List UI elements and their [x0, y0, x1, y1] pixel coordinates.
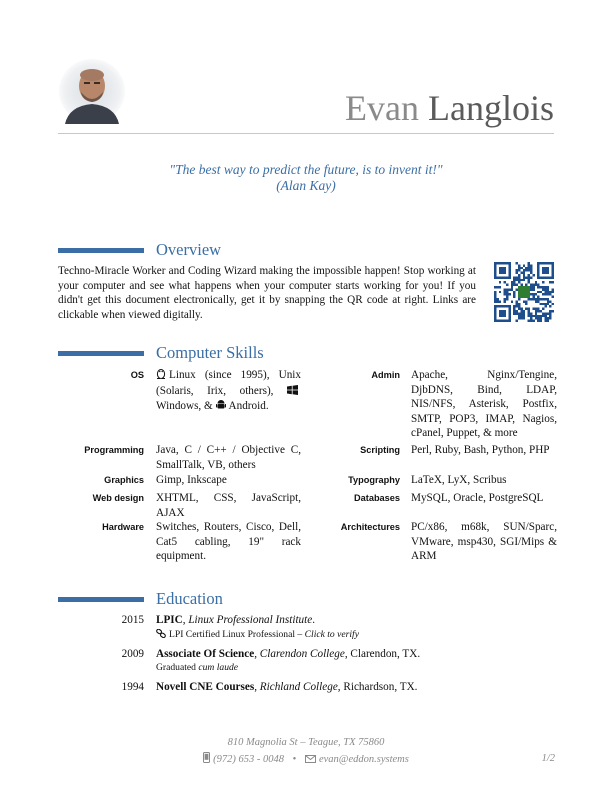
edu-year: 2009: [121, 648, 144, 660]
skill-label-graphics: Graphics: [104, 475, 144, 485]
page-number: 1/2: [541, 753, 555, 764]
tux-icon: [156, 368, 166, 384]
quote-author: (Alan Kay): [276, 178, 336, 193]
skill-label-hardware: Hardware: [102, 522, 144, 532]
header-divider: [58, 133, 554, 134]
skill-value-web-design: XHTML, CSS, JavaScript, AJAX: [156, 492, 301, 519]
skill-label-programming: Programming: [84, 445, 144, 455]
edu-entry-associate: Associate Of Science, Clarendon College, Clarendon, TX.: [156, 648, 421, 660]
section-bar-education: [58, 597, 144, 602]
skill-value-databases: MySQL, Oracle, PostgreSQL: [411, 492, 544, 504]
footer-phone[interactable]: (972) 653 - 0048: [213, 754, 285, 765]
section-title-education: Education: [156, 589, 223, 608]
edu-entry-novell: Novell CNE Courses, Richland College, Richardson, TX.: [156, 681, 418, 693]
edu-year: 1994: [121, 681, 144, 693]
first-name: Evan: [345, 88, 420, 128]
verify-link[interactable]: Click to verify: [304, 629, 359, 640]
footer-address: 810 Magnolia St – Teague, TX 75860: [227, 737, 385, 748]
edu-honors: Graduated cum laude: [156, 662, 239, 673]
quote-text: "The best way to predict the future, is to invent it!": [169, 162, 443, 177]
skill-value-typography: LaTeX, LyX, Scribus: [411, 474, 507, 486]
skill-label-typography: Typography: [348, 475, 400, 485]
avatar-photo: [59, 58, 125, 124]
skill-value-admin: Apache, Nginx/Tengine, DjbDNS, Bind, LDAP, NIS/NFS, Asterisk, Postfix, SMTP, POP3, IMAP, Nagios, cPanel, Puppet, & more: [411, 369, 557, 440]
edu-entry-lpic: LPIC, Linux Professional Institute.: [156, 614, 316, 626]
skill-label-web-design: Web design: [92, 493, 144, 503]
footer-contact: (972) 653 - 0048 • evan@eddon.systems: [0, 752, 612, 767]
qr-code[interactable]: [494, 262, 554, 322]
overview-text: Techno-Miracle Worker and Coding Wizard making the impossible happen! Stop working at your computer and see what happens when your computer starts working for you! If you didn't get this document electronically, get it by snapping the QR code at right. Links are clickable when viewed digitally.: [58, 265, 476, 321]
skill-value-graphics: Gimp, Inkscape: [156, 474, 227, 486]
skill-value-scripting: Perl, Ruby, Bash, Python, PHP: [411, 444, 550, 456]
skill-label-architectures: Architectures: [340, 522, 400, 532]
person-name: [345, 88, 554, 128]
quote-block: [58, 162, 554, 194]
phone-icon: [203, 752, 210, 767]
section-bar-skills: [58, 351, 144, 356]
skill-value-os: Linux (since 1995), Unix (Solaris, Irix, others), Windows, & Android.: [156, 368, 301, 415]
footer-email[interactable]: evan@eddon.systems: [318, 754, 409, 765]
section-bar-overview: [58, 248, 144, 253]
link-icon: [156, 629, 166, 642]
edu-year: 2015: [121, 614, 144, 626]
skill-label-admin: Admin: [371, 370, 400, 380]
mail-icon: [305, 754, 316, 767]
skill-value-architectures: PC/x86, m68k, SUN/Sparc, VMware, msp430, SGI/Mips & ARM: [411, 521, 557, 563]
last-name: Langlois: [428, 88, 554, 128]
section-title-skills: Computer Skills: [156, 343, 264, 362]
skill-value-programming: Java, C / C++ / Objective C, SmallTalk, VB, others: [156, 444, 301, 471]
skill-label-os: OS: [130, 370, 144, 380]
android-icon: [216, 399, 226, 415]
skill-label-scripting: Scripting: [360, 445, 400, 455]
edu-certification[interactable]: LPI Certified Linux Professional – Click to verify: [156, 629, 556, 642]
skill-value-hardware: Switches, Routers, Cisco, Dell, Cat5 cabling, 19" rack equipment.: [156, 521, 301, 563]
section-title-overview: Overview: [156, 240, 222, 259]
windows-icon: [287, 385, 298, 400]
skill-label-databases: Databases: [354, 493, 400, 503]
